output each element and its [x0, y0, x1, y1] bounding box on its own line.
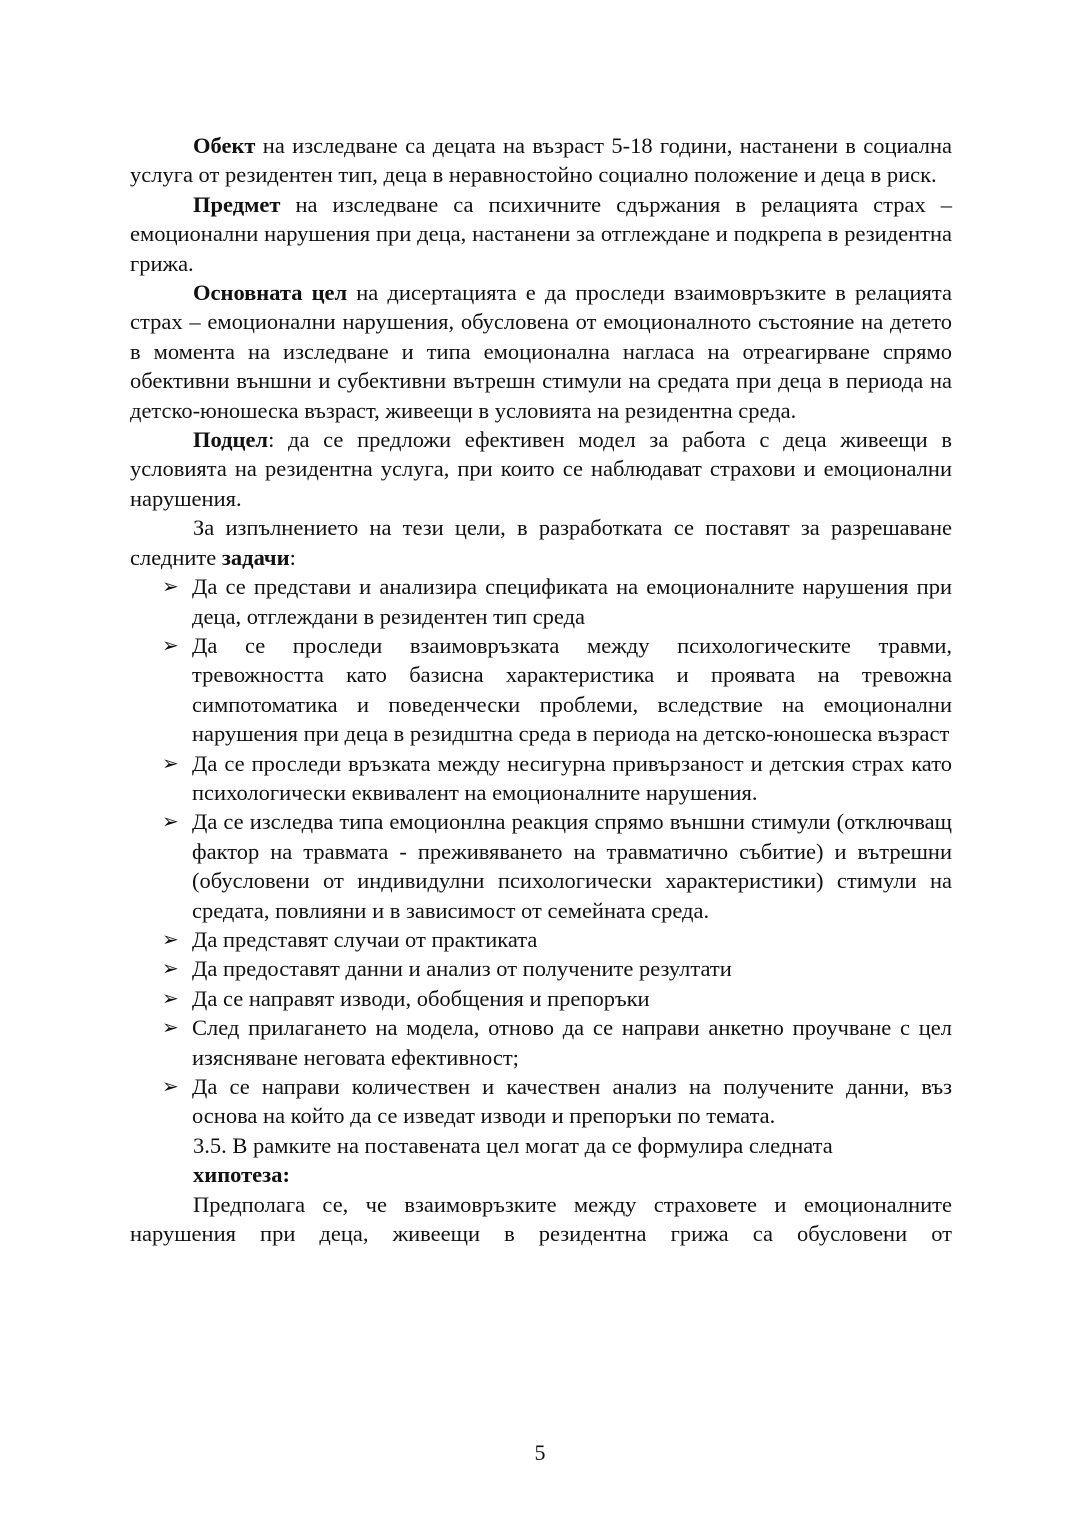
subject-text: на изследване са психичните сдържания в релацията страх – емоционални нарушения при деца, настанени за отглеждане и подкрепа в резидентна грижа.: [130, 191, 952, 276]
hypothesis-intro: 3.5. В рамките на поставената цел могат да се формулира следната: [193, 1132, 833, 1158]
list-item: [130, 807, 952, 925]
document-page: [130, 131, 952, 1248]
arrowhead-bullet-icon: ➢: [162, 574, 179, 599]
main-goal-label: Основната цел: [193, 280, 348, 306]
task-text: Да се изследва типа емоционлна реакция спрямо външни стимули (отключващ фактор на травмата - преживяването на травматично събитие) и вътрешни (обусловени от индивидулни психологически характеристики) стимули на средата, повлияни и в зависимост от семейната среда.: [192, 809, 952, 923]
object-paragraph: [130, 131, 952, 190]
list-item: [130, 954, 952, 983]
arrowhead-bullet-icon: ➢: [162, 985, 179, 1010]
list-item: [130, 925, 952, 954]
list-item: [130, 749, 952, 808]
sub-goal-paragraph: [130, 425, 952, 513]
page-number: 5: [534, 1440, 546, 1465]
arrowhead-bullet-icon: ➢: [162, 956, 179, 981]
hypothesis-paragraph: Предполага се, че взаимовръзките между страховете и емоционалните нарушения при деца, живеещи в резидентна грижа са обусловени от: [130, 1191, 952, 1247]
task-text: Да представят случаи от практиката: [192, 926, 538, 952]
object-label: Обект: [193, 133, 256, 158]
main-goal-paragraph: [130, 278, 952, 425]
list-item: [130, 631, 952, 749]
arrowhead-bullet-icon: ➢: [162, 926, 179, 951]
sub-goal-label: Подцел: [193, 427, 269, 453]
tasks-list: [130, 572, 952, 1131]
list-item: [130, 1072, 952, 1131]
arrowhead-bullet-icon: ➢: [162, 809, 179, 834]
tasks-label: задачи: [221, 544, 290, 570]
main-goal-text: на дисертацията е да проследи взаимовръзките в релацията страх – емоционални нарушения, обусловена от емоционалното състояние на детето в момента на изследване и типа емоционална нагласа на отреагирване спрямо обективни външни и субективни вътрешн стимули на средата при деца в периода на детско-юношеска възраст, живеещи в условията на резидентна среда.: [130, 280, 952, 423]
arrowhead-bullet-icon: ➢: [162, 1074, 179, 1098]
arrowhead-bullet-icon: ➢: [162, 750, 179, 775]
arrowhead-bullet-icon: ➢: [162, 1015, 179, 1040]
list-item: [130, 984, 952, 1013]
hypothesis-label: хипотеза:: [193, 1162, 290, 1188]
tasks-intro-text: За изпълнението на тези цели, в разработката се поставят за разрешаване следните: [130, 515, 952, 570]
list-item: [130, 1013, 952, 1072]
arrowhead-bullet-icon: ➢: [162, 632, 179, 657]
task-text: След прилагането на модела, отново да се направи анкетно проучване с цел изясняване неговата ефективност;: [192, 1015, 952, 1070]
task-text: Да се направи количествен и качествен анализ на получените данни, въз основа на който да се изведат изводи и препоръки по темата.: [192, 1074, 952, 1129]
subject-paragraph: [130, 190, 952, 278]
task-text: Да се представи и анализира спецификата на емоционалните нарушения при деца, отглеждани в резидентен тип среда: [192, 574, 952, 629]
object-text: на изследване са децата на възраст 5-18 години, настанени в социална услуга от резидентен тип, деца в неравностойно социално положение и деца в риск.: [130, 133, 952, 188]
hypothesis-heading: [130, 1160, 952, 1189]
task-text: Да се проследи връзката между несигурна привързаност и детския страх като психологически еквивалент на емоционалните нарушения.: [192, 750, 952, 805]
task-text: Да се проследи взаимовръзката между психологическите травми, тревожността като базисна характеристика и проявата на тревожна симпотоматика и поведенчески проблеми, вследствие на емоционални нарушения при деца в резидштна среда в периода на детско-юношеска възраст: [192, 632, 952, 747]
task-text: Да се направят изводи, обобщения и препоръки: [192, 985, 650, 1011]
list-item: [130, 572, 952, 631]
tasks-intro-tail: :: [289, 544, 296, 570]
subject-label: Предмет: [193, 191, 281, 217]
tasks-intro-paragraph: [130, 513, 952, 572]
sub-goal-text: : да се предложи ефективен модел за работа с деца живеещи в условията на резидентна услуга, при които се наблюдават страхови и емоционални нарушения.: [130, 427, 952, 511]
task-text: Да предоставят данни и анализ от получените резултати: [192, 956, 732, 982]
